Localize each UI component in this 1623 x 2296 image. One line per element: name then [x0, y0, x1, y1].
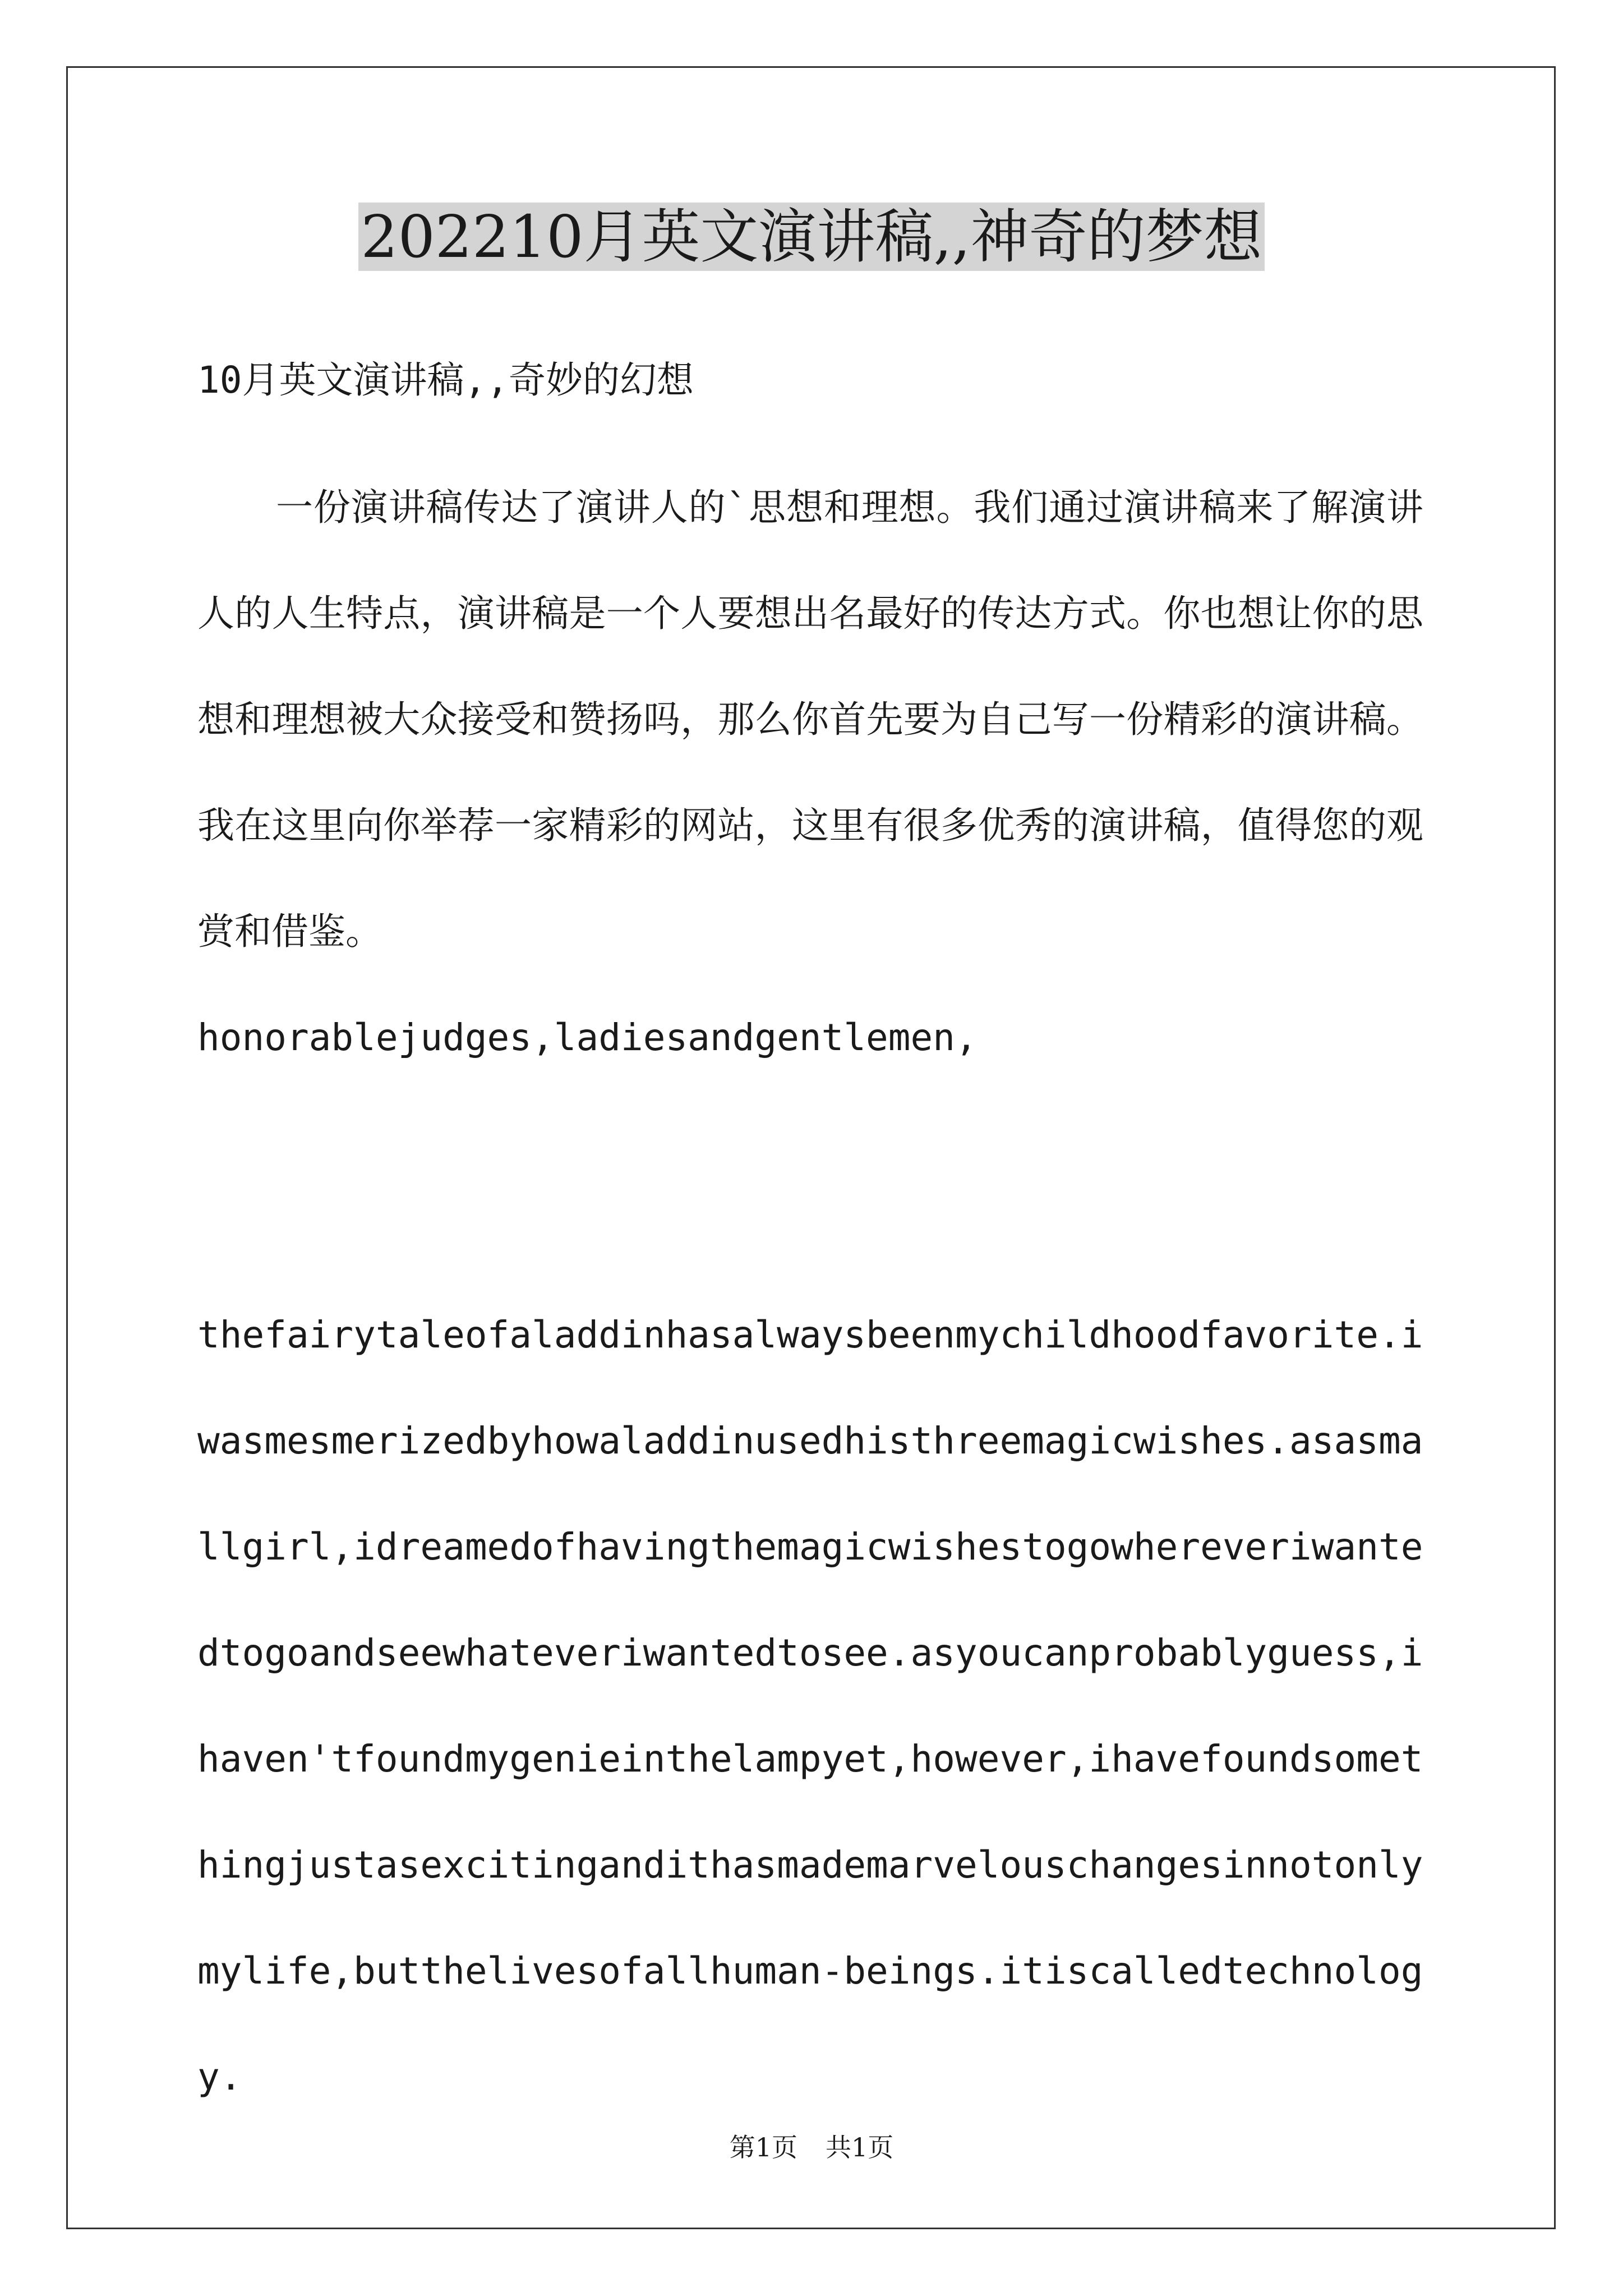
- greeting-line: honorablejudges,ladiesandgentlemen,: [197, 1016, 978, 1059]
- document-title-text: 202210月英文演讲稿,,神奇的梦想: [358, 203, 1264, 271]
- page-number-current: 第1页: [729, 2132, 797, 2162]
- page-number-total: 共1页: [826, 2132, 894, 2162]
- main-paragraph: thefairytaleofaladdinhasalwaysbeenmychildhoodfavorite.iwasmesmerizedbyhowaladdinusedhisthreemagicwishes.asasmallgirl,idreamedofhavingthemagicwishestogowhereveriwantedtogoandseewhateveriwantedtosee.asyoucanprobablyguess,ihaven'tfoundmygenieinthelampyet,however,ihavefoundsomethingjustasexcitingandithasmademarvelouschangesinnotonlymylife,butthelivesofallhuman-beings.itiscalledtechnology.: [197, 1313, 1423, 2099]
- document-subtitle: 10月英文演讲稿,,奇妙的幻想: [197, 358, 694, 402]
- document-title: [0, 197, 1623, 276]
- page-footer: [0, 2131, 1623, 2164]
- intro-paragraph: 一份演讲稿传达了演讲人的`思想和理想。我们通过演讲稿来了解演讲人的人生特点，演讲稿是一个人要想出名最好的传达方式。你也想让你的思想和理想被大众接受和赞扬吗，那么你首先要为自己写一份精彩的演讲稿。我在这里向你举荐一家精彩的网站，这里有很多优秀的演讲稿，值得您的观赏和借鉴。: [197, 486, 1423, 953]
